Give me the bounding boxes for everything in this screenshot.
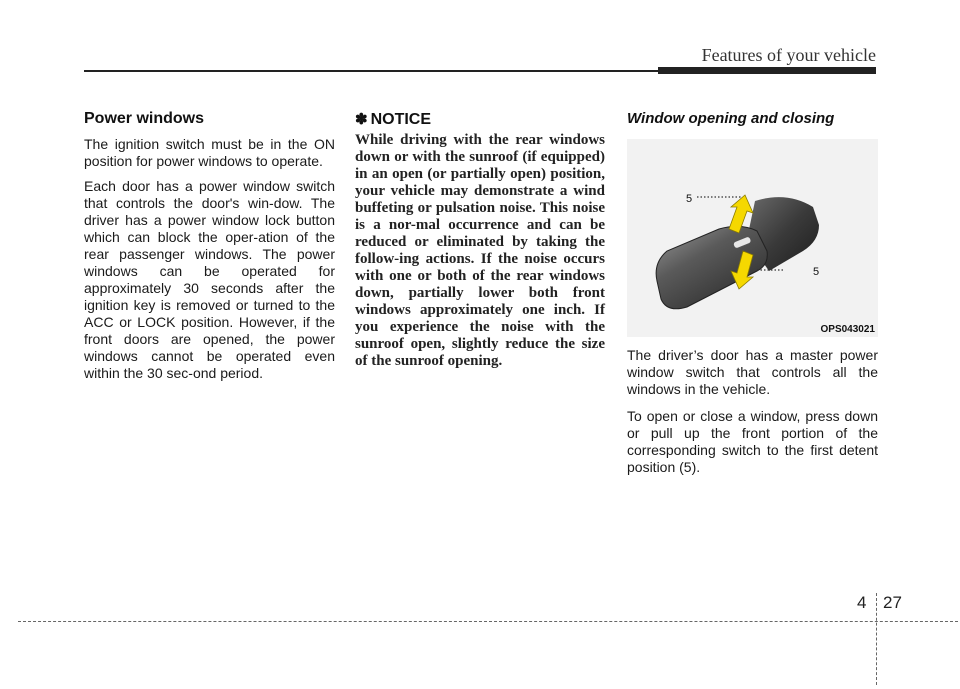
column-power-windows xyxy=(84,110,335,392)
window-switch-illustration xyxy=(627,139,878,337)
paragraph-door-switch: Each door has a power window switch that controls the door's win-dow. The driver has a power window lock button which can block the oper-ation of the rear passenger windows. The power windows can be operated for approximately 30 seconds after the ignition key is removed or turned to the ACC or LOCK position. However, if the front doors are opened, the power windows cannot be operated even within the 30 sec-ond period. xyxy=(84,178,335,381)
arrow-up-icon xyxy=(729,195,753,233)
column-notice xyxy=(355,110,605,370)
notice-star-icon: ✽ xyxy=(355,111,368,128)
subheading: Window opening and closing xyxy=(627,110,835,127)
column-window-opening xyxy=(627,110,878,486)
chapter-number: 4 xyxy=(857,593,867,612)
paragraph-master-switch: The driver’s door has a master power window switch that controls all the windows in the vehicle. xyxy=(627,347,878,397)
callout-label-bottom: 5 xyxy=(813,266,820,278)
paragraph-open-close: To open or close a window, press down or pull up the front portion of the corresponding switch to the first detent position (5). xyxy=(627,408,878,475)
notice-label: NOTICE xyxy=(370,111,432,128)
footer-rule xyxy=(18,621,958,622)
header-rule-accent xyxy=(658,67,876,74)
paragraph-ignition: The ignition switch must be in the ON position for power windows to operate. xyxy=(84,136,335,169)
section-heading: Power windows xyxy=(84,110,205,127)
page-header-title: Features of your vehicle xyxy=(701,45,876,65)
page-number: 27 xyxy=(883,593,902,612)
footer-divider xyxy=(876,593,877,685)
notice-body: While driving with the rear windows down or with the sunroof (if equipped) in an open (or partially open) position, your vehicle may demonstrate a wind buffeting or pulsation noise. This noise is a nor-mal occurrence and can be reduced or eliminated by taking the follow-ing actions. If the noise occurs with one or both of the rear windows down, partially lower both front windows approximately one inch. If you experience the noise with the sunroof open, slightly reduce the size of the sunroof opening. xyxy=(355,132,605,369)
figure-code: OPS043021 xyxy=(820,324,875,335)
window-switch-figure xyxy=(627,139,878,337)
notice-heading xyxy=(355,110,605,129)
callout-label-top: 5 xyxy=(686,193,693,205)
